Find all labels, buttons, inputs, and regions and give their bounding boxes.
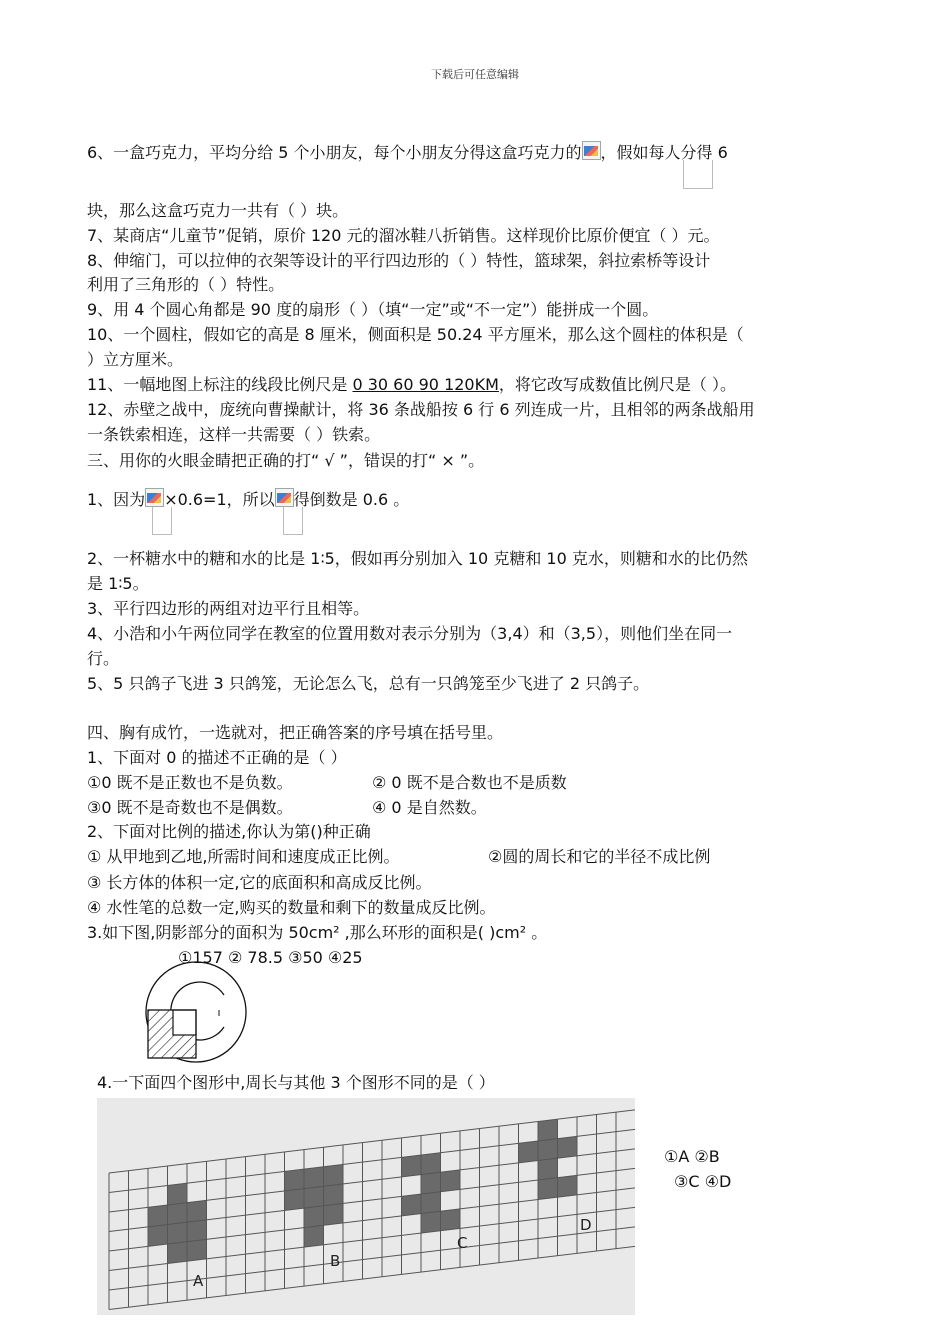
fraction-image-icon — [275, 488, 294, 507]
shape-c-cell — [421, 1192, 441, 1214]
question-11 — [87, 375, 736, 395]
s4-q2-option-2: ②圆的周长和它的半径不成比例 — [488, 847, 711, 866]
shape-d-cell — [538, 1158, 558, 1180]
figure-label-a: A — [193, 1272, 204, 1290]
question-11-text-a: 11、一幅地图上标注的线段比例尺是 — [87, 375, 348, 394]
question-8-line1: 8、伸缩门，可以拉伸的衣架等设计的平行四边形的（ ）特性，篮球架，斜拉索桥等设计 — [87, 251, 711, 270]
shape-d-cell — [538, 1178, 558, 1200]
s4-q1-option-4: ④ 0 是自然数。 — [372, 798, 487, 817]
question-6-text-b: ，假如每人分得 6 — [600, 143, 728, 162]
shape-d-cell — [538, 1119, 558, 1141]
section-3-question-5: 5、5 只鸽子飞进 3 只鸽笼，无论怎么飞，总有一只鸽笼至少飞进了 2 只鸽子。 — [87, 674, 650, 693]
shape-c-cell — [441, 1209, 461, 1231]
shape-a-cell — [168, 1183, 188, 1205]
shape-c-cell — [421, 1211, 441, 1233]
s3-q1-text-b: ×0.6=1，所以 — [164, 490, 275, 509]
s4-q1-option-2: ② 0 既不是合数也不是质数 — [372, 773, 567, 792]
s4-q2-option-3: ③ 长方体的体积一定,它的底面积和高成反比例。 — [87, 873, 432, 892]
image-frame — [152, 507, 172, 535]
ring-figure — [140, 960, 260, 1070]
s4-q2-option-4: ④ 水性笔的总数一定,购买的数量和剩下的数量成反比例。 — [87, 898, 496, 917]
shape-b-cell — [304, 1186, 324, 1208]
section-4-question-2: 2、下面对比例的描述,你认为第()种正确 — [87, 822, 371, 841]
shape-d-cell — [519, 1141, 539, 1163]
figure-label-c: C — [457, 1234, 468, 1252]
shape-c-cell — [402, 1194, 422, 1216]
section-4-question-4: 4.一下面四个图形中,周长与其他 3 个图形不同的是（ ） — [97, 1073, 495, 1092]
shape-c-cell — [441, 1170, 461, 1192]
section-3-question-4-line1: 4、小浩和小午两位同学在教室的位置用数对表示分别为（3,4）和（3,5），则他们坐在同一 — [87, 624, 733, 643]
shape-b-cell — [304, 1167, 324, 1189]
image-frame — [283, 507, 303, 535]
fraction-image-icon — [582, 141, 601, 160]
s4-q3-options: ①157 ② 78.5 ③50 ④25 — [178, 948, 363, 967]
question-12-line2: 一条铁索相连，这样一共需要（ ）铁索。 — [87, 425, 381, 444]
section-3-question-2-line2: 是 1∶5。 — [87, 574, 149, 593]
line-scale-bar: 0 30 60 90 120KM — [352, 375, 499, 394]
question-11-text-b: ，将它改写成数值比例尺是（ ）。 — [498, 375, 736, 394]
s4-q2-option-1: ① 从甲地到乙地,所需时间和速度成正比例。 — [87, 847, 400, 866]
shape-a-cell — [148, 1224, 168, 1246]
question-10-line2: ）立方厘米。 — [87, 350, 184, 369]
s4-q4-options-row2: ③C ④D — [674, 1172, 732, 1191]
s3-q1-text-c: 得倒数是 0.6 。 — [293, 490, 410, 509]
shape-d-cell — [558, 1175, 578, 1197]
question-6-line1 — [87, 141, 728, 163]
shape-b-cell — [304, 1225, 324, 1247]
question-9: 9、用 4 个圆心角都是 90 度的扇形（ ）（填“一定”或“不一定”）能拼成一个圆。 — [87, 300, 659, 319]
shape-b-cell — [324, 1164, 344, 1186]
question-6-text-a: 6、一盒巧克力，平均分给 5 个小朋友，每个小朋友分得这盒巧克力的 — [87, 143, 582, 162]
shape-c-cell — [402, 1155, 422, 1177]
shape-b-cell — [285, 1169, 305, 1191]
shape-a-cell — [168, 1222, 188, 1244]
section-3-question-3: 3、平行四边形的两组对边平行且相等。 — [87, 599, 370, 618]
grid-shapes-figure — [97, 1098, 635, 1315]
question-12-line1: 12、赤壁之战中，庞统向曹操献计，将 36 条战船按 6 行 6 列连成一片，且相邻的两条战船用 — [87, 400, 755, 419]
shape-a-cell — [168, 1203, 188, 1225]
s4-q4-options-row1: ①A ②B — [664, 1147, 720, 1166]
shape-b-cell — [285, 1189, 305, 1211]
shape-c-cell — [421, 1172, 441, 1194]
shape-a-cell — [187, 1239, 207, 1261]
shape-a-cell — [187, 1220, 207, 1242]
section-3-title: 三、用你的火眼金睛把正确的打“ √ ”，错误的打“ × ”。 — [87, 451, 485, 470]
section-4-title: 四、胸有成竹，一选就对，把正确答案的序号填在括号里。 — [87, 723, 504, 742]
figure-label-d: D — [580, 1216, 592, 1234]
section-3-question-4-line2: 行。 — [87, 649, 120, 668]
figure-label-b: B — [330, 1252, 341, 1270]
shape-a-cell — [187, 1200, 207, 1222]
shape-b-cell — [324, 1184, 344, 1206]
question-7: 7、某商店“儿童节”促销，原价 120 元的溜冰鞋八折销售。这样现价比原价便宜（ ）元。 — [87, 226, 720, 245]
question-6-line2: 块，那么这盒巧克力一共有（ ）块。 — [87, 201, 349, 220]
shape-c-cell — [421, 1153, 441, 1175]
page-header-note: 下载后可任意编辑 — [431, 68, 519, 81]
question-10-line1: 10、一个圆柱，假如它的高是 8 厘米，侧面积是 50.24 平方厘米，那么这个圆柱的体积是（ — [87, 325, 744, 344]
s3-q1-text-a: 1、因为 — [87, 490, 146, 509]
fraction-image-icon — [145, 488, 164, 507]
section-3-question-1 — [87, 488, 409, 510]
shape-d-cell — [538, 1139, 558, 1161]
section-4-question-3: 3.如下图,阴影部分的面积为 50cm² ,那么环形的面积是( )cm² 。 — [87, 923, 548, 942]
s4-q1-option-3: ③0 既不是奇数也不是偶数。 — [87, 798, 293, 817]
shape-b-cell — [304, 1206, 324, 1228]
shape-d-cell — [558, 1136, 578, 1158]
shape-b-cell — [324, 1203, 344, 1225]
shape-a-cell — [148, 1205, 168, 1227]
shape-a-cell — [168, 1242, 188, 1264]
section-4-question-1: 1、下面对 0 的描述不正确的是（ ） — [87, 748, 347, 767]
section-3-question-2-line1: 2、一杯糖水中的糖和水的比是 1∶5，假如再分别加入 10 克糖和 10 克水，则糖和水的比仍然 — [87, 549, 748, 568]
question-8-line2: 利用了三角形的（ ）特性。 — [87, 275, 285, 294]
s4-q1-option-1: ①0 既不是正数也不是负数。 — [87, 773, 293, 792]
image-frame — [683, 160, 713, 189]
